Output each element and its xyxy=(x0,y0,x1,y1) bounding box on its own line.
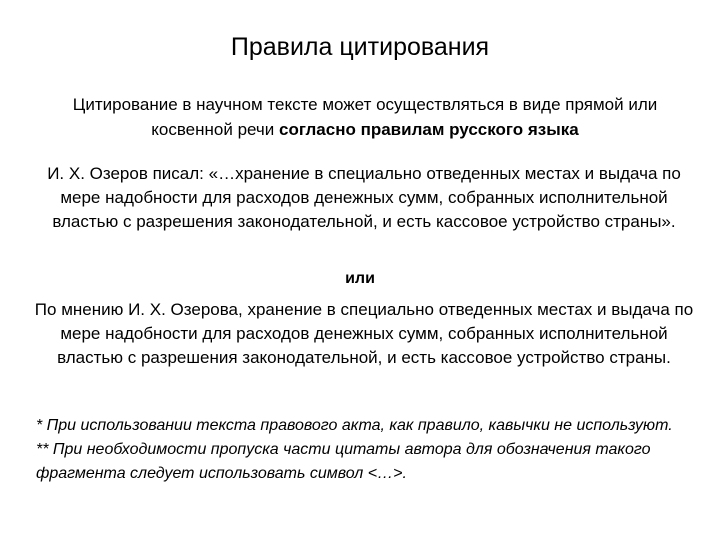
direct-quote-example: И. Х. Озеров писал: «…хранение в специально отведенных местах и выдача по мере надобности для расходов денежных сумм, собранных исполнительной властью с разрешения законодательной, и есть кассовое устройство страны». xyxy=(47,164,681,231)
footnote-2: ** При необходимости пропуска части цитаты автора для обозначения такого фрагмента следует использовать символ <…>. xyxy=(36,441,651,482)
indirect-quote-example: По мнению И. Х. Озерова, хранение в специально отведенных местах и выдача по мере надобности для расходов денежных сумм, собранных исполнительной властью с разрешения законодательной, и есть кассовое устройство страны. xyxy=(34,300,694,367)
intro-paragraph xyxy=(40,92,690,142)
intro-text: Цитирование в научном тексте может осуществляться в виде прямой или косвенной речи xyxy=(72,95,658,139)
footnotes xyxy=(36,414,696,486)
separator-or: или xyxy=(345,270,375,287)
footnote-1: * При использовании текста правового акта, как правило, кавычки не используют. xyxy=(36,417,673,434)
slide-title: Правила цитирования xyxy=(230,33,490,61)
intro-emphasis: согласно правилам русского языка xyxy=(279,120,579,139)
